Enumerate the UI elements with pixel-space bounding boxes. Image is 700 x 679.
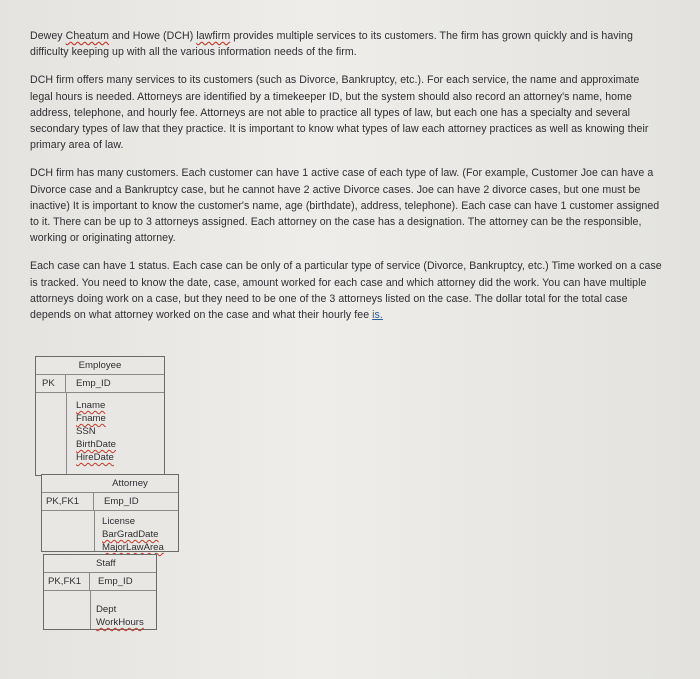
text-segment: Each case can have 1 status. Each case can be only of a particular type of service (Divorce, Bankruptcy, etc.) Time worked on a case is tracked. You need to know the date, case, amount worked for each case and which attorney did the work. You can have multiple attorneys doing work on a case, but they need to be one of the 3 attorneys listed on the case. The dollar total for the total case depends on what attorney worked on the case and what their hourly fee <box>30 260 662 322</box>
text-segment: and Howe (DCH) <box>108 30 197 42</box>
text-segment: provides multiple services to its customers. The firm has grown quickly and is having difficulty keeping up with all the various information needs of the firm. <box>30 30 633 59</box>
attorney-entity-title: Attorney <box>42 475 178 493</box>
attorney-entity <box>41 474 179 552</box>
employee-key-field: Emp_ID <box>76 378 111 389</box>
paragraph-cases <box>30 258 662 323</box>
entity-attribute: BirthDate <box>76 439 116 450</box>
attorney-key-field: Emp_ID <box>104 496 139 507</box>
paragraph-intro <box>30 28 662 60</box>
entity-attribute: Lname <box>76 400 106 411</box>
entity-attribute: HireDate <box>76 452 114 463</box>
employee-key-row <box>36 375 164 393</box>
entity-attribute: SSN <box>76 426 96 437</box>
text-segment: Cheatum <box>65 30 109 42</box>
attorney-key-label: PK,FK1 <box>42 493 94 510</box>
staff-key-field: Emp_ID <box>98 576 133 587</box>
entity-attribute: License <box>102 516 136 527</box>
employee-entity <box>35 356 165 476</box>
employee-entity-title: Employee <box>36 357 164 375</box>
entity-attribute: Fname <box>76 413 106 424</box>
text-segment: Dewey <box>30 30 66 42</box>
text-segment: DCH firm offers many services to its customers (such as Divorce, Bankruptcy, etc.). For each service, the name and approximate legal hours is needed. Attorneys are identified by a timekeeper ID, but the system should also record an attorney's name, home address, telephone, and hourly fee. Attorneys are not able to practice all types of law, but each one has a specialty and several secondary types of law that they practice. It is important to know what types of law each attorney practices as well as knowing their primary area of law. <box>30 74 649 152</box>
staff-entity <box>43 554 157 630</box>
text-segment: lawfirm <box>196 30 231 42</box>
staff-key-label: PK,FK1 <box>44 573 90 590</box>
entity-attribute: Dept <box>96 604 117 615</box>
employee-attributes <box>76 399 116 464</box>
assignment-text <box>30 28 662 335</box>
entity-attribute: WorkHours <box>96 617 144 628</box>
attorney-key-row <box>42 493 178 511</box>
entity-attribute: BarGradDate <box>102 529 159 540</box>
staff-attributes <box>96 603 144 629</box>
paragraph-customers <box>30 165 662 246</box>
text-segment[interactable]: is. <box>372 309 383 322</box>
entity-attribute: MajorLawArea <box>102 542 164 553</box>
paragraph-services <box>30 72 662 153</box>
staff-key-row <box>44 573 156 591</box>
staff-entity-title: Staff <box>44 555 156 573</box>
attorney-attributes <box>102 515 164 554</box>
text-segment: DCH firm has many customers. Each customer can have 1 active case of each type of law. (For example, Customer Joe can have a Divorce case and a Bankruptcy case, but he cannot have 2 active Divorce cases. Joe can have 2 divorce cases, but one must be inactive) It is important to know the customer's name, age (birthdate), address, telephone). Each case can have 1 customer assigned to it. There can be up to 3 attorneys assigned. Each attorney on the case has a designation. The attorney can be the responsible, working or originating attorney. <box>30 167 660 245</box>
employee-key-label: PK <box>36 375 66 392</box>
